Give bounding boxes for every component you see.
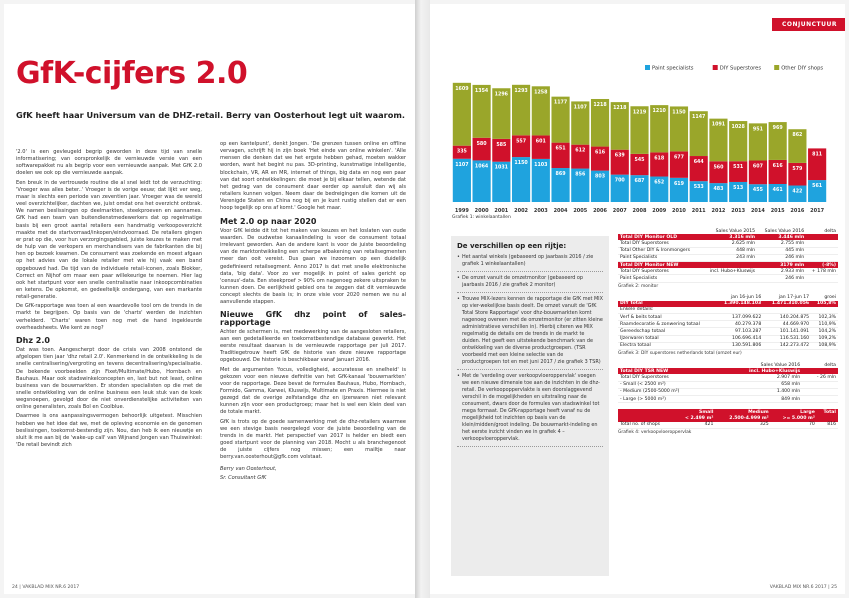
subheading-2020: Met 2.0 op naar 2020 [220, 216, 317, 226]
sidebar-title: De verschillen op een rijtje: [457, 242, 567, 250]
x-tick-label: 2005 [573, 208, 588, 214]
bar-label: 687 [634, 179, 645, 185]
table-row [618, 254, 838, 261]
cell: 243 mln [702, 254, 758, 261]
legend-swatch [645, 65, 650, 70]
cell: IJzerwaren totaal [618, 335, 715, 342]
cell: Medium [715, 409, 770, 415]
table-row [618, 275, 838, 282]
paragraph: Achter de schermen is, met medewerking van de aangesloten retailers, aan een gedetailleerde en toekomstbestendige database gewerkt. Het eerste resultaat daarvan is de vernieuwde rapportage per juli 2017. Traditiegetrouw heeft GfK de historie van deze nieuwe rapportage opgebouwd. De historie is beschikbaar vanaf januari 2016. [220, 328, 406, 364]
cell: 816 [817, 422, 838, 429]
cell: Electra totaal [618, 342, 715, 349]
table-header: jan 17-jun 17 [778, 295, 810, 301]
bar-label: 531 [733, 165, 744, 171]
bar-label: 455 [752, 188, 763, 194]
table-header: delta [824, 362, 836, 368]
cell: 105,8% [811, 301, 838, 307]
table-header: Sales Value 2016 [760, 362, 801, 368]
cell: 2.907 mln [716, 374, 802, 381]
bar-label: 579 [792, 166, 803, 172]
article-lead: GfK heeft haar Universum van de DHZ-retail. Berry van Oosterhout legt uit waarom. [16, 110, 405, 120]
x-tick-label: 2011 [691, 208, 706, 214]
cell: 70 [771, 422, 817, 429]
x-tick-label: 2000 [474, 208, 489, 214]
cell: 325 [715, 422, 770, 429]
cell: Paint Specialists [618, 275, 702, 282]
table-caption: Grafiek 4: verkoopvloeroppervlak [618, 429, 692, 435]
bar-label: 1218 [593, 102, 607, 108]
bar-label: 513 [733, 185, 744, 191]
list-item: • Trouwe MIX-lezers kennen de rapportage die GfK met MIX op vier-wekelijkse basis deelt. De omzet vanuit de 'GfK Total Store Rapportage' voor dhz-bouwmarkten komt nagenoeg overeen met de omzetmonitor (er zitten kleine administratieve verschillen in). Hierbij citeren we MIX regelmatig de details om de trends in de markt te duiden. Het geeft een uitstekende benchmark van de ontwikkeling van de diverse productgroepen. (TSR voorbeeld met een kleine selectie van de productgroepen tot en met juni 2017 / zie grafiek 3 TSR) [457, 296, 603, 370]
tsr-table [618, 295, 838, 351]
bar-label: 1293 [514, 88, 528, 94]
cell: - Medium (2500-5000 m²) [618, 388, 716, 395]
cell [702, 275, 758, 282]
cell: 2.625 mln [702, 240, 758, 247]
cell [806, 247, 838, 254]
cell: Total DIY TSR NEW [618, 368, 716, 374]
cell [806, 240, 838, 247]
bar-label: 862 [792, 133, 803, 139]
cell: Total Other DIY & Ironmongers [618, 247, 702, 254]
cell: 106.696.414 [715, 335, 763, 342]
bar-label: 335 [456, 149, 467, 155]
cell [802, 381, 838, 388]
table-row [618, 422, 838, 429]
cell: 102,3% [811, 314, 838, 321]
table-header: groei [824, 295, 836, 301]
table-row [618, 374, 838, 381]
cell: - 26 mln [802, 374, 838, 381]
bar-label: 951 [752, 127, 763, 133]
page-footer-left: 24 | VAKBLAD MIX NR.6 2017 [12, 585, 80, 590]
table-row [618, 268, 838, 275]
cell: 142.273.472 [763, 342, 811, 349]
bar-label: 639 [614, 153, 625, 159]
cell: 1.390.148.103 [715, 301, 763, 307]
table-row [618, 261, 838, 268]
cell: Verf & beits totaal [618, 314, 715, 321]
bar-label: 422 [792, 189, 803, 195]
cell: Total no. of shops [618, 422, 674, 429]
cell: 2.755 mln [757, 240, 806, 247]
bar-label: 1177 [553, 100, 568, 106]
cell: 104,2% [811, 328, 838, 335]
shop-count-table [618, 409, 838, 429]
table-row [618, 342, 838, 349]
bar-label: 483 [713, 187, 724, 193]
cell [806, 254, 838, 261]
cell: Total DIY Monitor NEW [618, 261, 702, 268]
legend-swatch [774, 65, 779, 70]
bar-label: 803 [595, 174, 606, 180]
cell: Total DIY Superstores [618, 240, 702, 247]
cell: Small [674, 409, 715, 415]
bar-label: 856 [575, 172, 586, 178]
cell: Enkele details: [618, 307, 838, 314]
bar-label: 461 [772, 187, 783, 193]
paragraph: Met de argumenten 'focus, volledigheid, accuratesse en snelheid' is gekozen voor een nieuwe definitie van het GfK-kanaal 'bouwmarkten' voor de rapportage. Deze bevat de formules Bauhaus, Hubo, Hornbach, Formido, Gamma, Karwei, Kluswijs, Multimate en Praxis. Hiermee is niet gezegd dat de overige zelfstandige dhz en ijzerwaren niet relevant kunnen zijn voor een productgroep; maar het is wel een klein deel van de totale markt. [220, 366, 406, 416]
table-row [618, 247, 838, 254]
chart-bar [729, 182, 747, 202]
cell: 44.669.970 [763, 321, 811, 328]
cell: Large [771, 409, 817, 415]
cell [802, 388, 838, 395]
cell: 445 mln [757, 247, 806, 254]
cell: 658 mln [716, 381, 802, 388]
subheading-rapportage: Nieuwe GfK dhz point of sales-rapportage [220, 310, 406, 327]
bar-label: 601 [535, 139, 546, 145]
table-row [618, 321, 838, 328]
sidebar-list [457, 254, 603, 447]
cell: 116.531.160 [763, 335, 811, 342]
x-tick-label: 2015 [770, 208, 785, 214]
bar-label: 1258 [534, 90, 548, 96]
list-item: • Met de 'verdeling over verkoopvloeroppervlak' voegen we een nieuwe dimensie toe aan de inzichten in de dhz-retail. De verkoopoppervlakte is een doorslaggevend verschil in de mogelijkheden en uitstraling naar de consument, dwars door de formules van stadswinkel tot mega formaat. De GfK-rapportage heeft vanaf nu de mogelijkheid tot inzichten op basis van de klein/midden/groot indeling. De bouwmarkt-indeling en het eerste inzicht vinden we in grafiek 4 – verkoopvloeroppervlak. [457, 373, 603, 447]
chart-bar [709, 183, 727, 202]
x-tick-label: 2004 [553, 208, 568, 214]
table-caption: Grafiek 3: DIY superstores netherlands total (omzet eur) [618, 351, 742, 356]
table-caption: Grafiek 2: monitor [618, 283, 659, 289]
legend-swatch [713, 65, 718, 70]
table-row [618, 240, 838, 247]
table-row [618, 335, 838, 342]
section-tag: CONJUNCTUUR [772, 18, 845, 31]
x-tick-label: 2016 [790, 208, 805, 214]
cell: incl. Hubo+Kluswijs [716, 368, 802, 374]
cell [806, 275, 838, 282]
column-a [16, 149, 202, 451]
signature-name: Berry van Oosterhout, [220, 465, 277, 472]
table-row [618, 314, 838, 321]
bar-label: 585 [496, 142, 507, 148]
cell: 3.316 mln [702, 234, 758, 240]
cell: 140.204.875 [763, 314, 811, 321]
bar-label: 557 [516, 139, 527, 145]
x-tick-label: 2017 [810, 208, 825, 214]
table-header: Sales Value 2016 [764, 228, 805, 234]
cell: Total DIY Monitor OLD [618, 234, 702, 240]
cell: 421 [674, 422, 715, 429]
bar-label: 580 [476, 141, 487, 147]
cell: 849 mln [716, 395, 802, 402]
left-page [4, 4, 415, 594]
cell: incl. Hubo+Kluswijs [702, 268, 758, 275]
bar-label: 1107 [455, 162, 469, 168]
cell: 40.279.378 [715, 321, 763, 328]
article-title: GfK-cijfers 2.0 [16, 56, 248, 91]
bar-label: 644 [693, 160, 704, 166]
bar-label: 700 [614, 178, 625, 184]
x-tick-label: 2008 [632, 208, 647, 214]
cell: 109,2% [811, 335, 838, 342]
table-row [618, 328, 838, 335]
bar-label: 1219 [632, 110, 647, 116]
cell: (-8%) [806, 261, 838, 268]
cell: >= 5.000 m² [771, 415, 817, 421]
chart-caption: Grafiek 1: winkelaantallen [452, 215, 511, 220]
bar-label: 651 [555, 146, 566, 152]
table-row [618, 388, 838, 395]
x-tick-label: 2002 [514, 208, 529, 214]
tables-column [618, 228, 838, 441]
differences-sidebar [451, 236, 609, 576]
cell: 246 mln [757, 254, 806, 261]
legend-label: Paint specialists [652, 65, 694, 72]
paragraph: Daarmee is ons aanpassingsvermogen behoorlijk uitgetest. Misschien hebben we het idee dat we, met de opleving economie en de genomen beslissingen, toekomst-bestendig zijn. Nou, dan heb ik een nieuwtje en sluit ik me aan bij de 'wake-up call' van Wijnand Jongen van Thuiswinkel: 'De retail bevindt zich [16, 413, 202, 449]
page-footer-right: VAKBLAD MIX NR.6 2017 | 25 [769, 585, 837, 590]
cell: 1.471.310.056 [763, 301, 811, 307]
paragraph: Voor GfK leidde dit tot het maken van keuzes en het loslaten van oude waarden. De oudwetse kanaalindeling is voor de consument totaal irrelevant geworden. Aan de andere kant is voor de juiste beoordeling van de marktontwikkeling een scherpe afbakening van retailsegmenten meer dan ooit vereist. Dus gaan we inzoomen op een duidelijk gedefinieerd retailsegment. Anno 2017 is dat met snelle elektronische data, 'big data'. Voor zo ver mogelijk in point of sales gericht op 'census'-data. Een steekproef > 90% om nagenoeg zekere uitspraken te kunnen doen. De eerlijkheid gebied ons te zeggen dat dit vernieuwde concept slechts de basis is; in onze visie voor 2020 nemen we nu al aanvullende stappen. [220, 227, 406, 306]
cell: Paint Specialists [618, 254, 702, 261]
floor-area-table [618, 362, 838, 403]
cell: 448 mln [702, 247, 758, 254]
table-header: jan 16-jun 16 [730, 295, 762, 301]
bar-label: 1210 [652, 109, 666, 115]
bar-label: 1609 [455, 86, 469, 92]
bar-label: 1150 [514, 161, 528, 167]
list-item: • Het aantal winkels (gebaseerd op jaarbasis 2016 / zie grafiek 1 winkelaantallen) [457, 254, 603, 272]
x-tick-label: 2001 [494, 208, 509, 214]
bar-label: 652 [654, 180, 665, 186]
paragraph: op een kantelpunt', denkt Jongen. 'De grenzen tussen online en offline vervagen, schrijft hij in zijn boek 'Het einde van online winkelen'. 'Alle mensen die denken dat we het ergste hebben gehad, moeten wakker worden, want het begint nu pas. 3D-printing, kunstmatige intelligentie, blockchain, VR, AR en MR, internet of things, big data en nog een paar van dat soort ontwikkelingen: die moet je bij elkaar tellen, wetende dat het gedrag van de consument daar eerder op aansluit dan wij als retailers kunnen volgen. Neem daar de bedreigingen die komen uit de Verenigde Staten en China nog bij en je kunt rustig stellen dat er een hoop tegelijk op ons af komt.' Google het maar. [220, 141, 406, 212]
paragraph: GfK is trots op de goede samenwerking met de dhz-retailers waarmee we een stevige basis neergelegd voor de juiste beoordeling van de trends in de markt. Het perspectief van 2017 is helder en biedt een goed startpunt voor de planning van 2018. Mocht u als branchegenoot de juiste cijfers nog missen; een mailtje naar berry.van.oosterhout@gfk.com volstaat. [220, 418, 406, 461]
paragraph: Een breuk in de vertrouwde routine die al snel leidt tot de verzuchting: 'Vroeger was alles beter..' Vroeger is de vorige eeuw; dat lijkt ver weg, maar is slechts een periode van zeventien jaar. Vroeger was de wereld veel overzichtelijker, dachten we, juist omdat ons het overzicht ontbrak. We namen beslissingen op deelmarkten, steekproeven en aannames. GfK had een team van buitendienstmedewerkers dat op regelmatige basis bij een groot aantal retailers een handmatig verkoopoverzicht maakte met de startvorraad/inkopen/eindvoorraad. De retailers gingen er prat op die, voor hun verzorgingsgebied, juiste keuzes te maken met de hulp van de verkopers en merchandisers van de fabrikanten die bij hen op bezoek kwamen. De consument was zoekende en moest afgaan op het advies van de lokale retailer met wie hij vaak een band opgebouwd had. De tijd van de individuele retail-iconen, zoals Blokker, Correct en Nijhof om maar een paar willekeurige te noemen. Hier lag ook het startpunt voor een snelle centralisatie naar inkoopcombinaties en ketens. De opkomst, en gedeeltelijk ondergang, van een markante retail-generatie. [16, 179, 202, 301]
cell: 137.099.622 [715, 314, 763, 321]
x-tick-label: 2013 [731, 208, 746, 214]
cell: < 2.499 m² [674, 415, 715, 421]
cell: 110,9% [811, 321, 838, 328]
bar-label: 677 [673, 155, 684, 161]
cell [802, 395, 838, 402]
legend-label: Other DIY shops [781, 65, 824, 72]
bar-label: 560 [713, 165, 724, 171]
bar-label: 1354 [474, 88, 489, 94]
cell: 1.400 mln [716, 388, 802, 395]
table-row [618, 307, 838, 314]
bar-label: 1064 [474, 164, 489, 170]
right-page [430, 4, 845, 594]
bar-label: 533 [693, 185, 704, 191]
table-row [618, 381, 838, 388]
chart-bar [453, 83, 471, 146]
x-tick-label: 2006 [593, 208, 607, 214]
subheading-dhz: Dhz 2.0 [16, 335, 50, 345]
shop-count-chart [440, 59, 835, 224]
page-gutter [415, 0, 430, 598]
paragraph: '2.0' is een gevleugeld begrip geworden in deze tijd van snelle informatisering; van oorspronkelijk de vernieuwde versie van een softwarepakket nu als begrip voor een vernieuwde aanpak. Met GfK 2.0 doelen we ook op die vernieuwde aanpak. [16, 149, 202, 177]
bar-label: 811 [812, 152, 823, 158]
bar-label: 1107 [573, 105, 587, 111]
cell: DIY total [618, 301, 715, 307]
cell [702, 261, 758, 268]
cell: Total DIY Superstores [618, 268, 702, 275]
cell: 2.500-4.999 m² [715, 415, 770, 421]
cell: Raamdecoratie & zonwering totaal [618, 321, 715, 328]
cell: 130.591.806 [715, 342, 763, 349]
cell: 101.141.091 [763, 328, 811, 335]
cell: Gereedschap totaal [618, 328, 715, 335]
table-header: delta [824, 228, 836, 234]
bar-label: 1103 [534, 162, 548, 168]
cell: - Small (< 2500 m²) [618, 381, 716, 388]
table-header: Sales Value 2015 [715, 228, 756, 234]
bar-label: 545 [634, 157, 645, 163]
paragraph: Dat was toen. Aangescherpt door de crisis van 2008 ontstond de afgelopen tien jaar 'dhz retail 2.0'. Kenmerkend in de ontwikkeling is de snelle centralisering/vergroting en tevens decentralisering/specialisatie. De bekende voorbeelden zijn Fixet/Multimate/Hubo, Hornbach en Bauhaus. Maar ook stadswinkelconcepten en, last but not least, online business van de bouwmarkten. Er stonden specialisten op die met de snelle ontwikkeling van de online business een leuk stuk van de koek wegsnoepen, gevolgd door de niet onverdienstelijke activiteiten van online generalisten, zoals Bol en Coolblue. [16, 347, 202, 411]
bar-label: 607 [752, 164, 763, 170]
bar-label: 1296 [494, 92, 509, 98]
bar-label: 1218 [613, 106, 627, 112]
x-tick-label: 1999 [454, 208, 469, 214]
x-tick-label: 2009 [652, 208, 667, 214]
cell: - Large (> 5000 m²) [618, 395, 716, 402]
cell: 97.103.287 [715, 328, 763, 335]
bar-label: 969 [772, 126, 783, 132]
cell: 2.933 mln [757, 268, 806, 275]
monitor-table [618, 228, 838, 283]
cell: 246 mln [757, 275, 806, 282]
bar-label: 616 [595, 150, 606, 156]
table-row [618, 395, 838, 402]
cell: 108,9% [811, 342, 838, 349]
bar-label: 618 [654, 156, 665, 162]
x-tick-label: 2010 [672, 208, 686, 214]
bar-label: 1150 [672, 110, 686, 116]
bar-label: 619 [673, 181, 684, 187]
bar-label: 561 [812, 184, 823, 190]
cell: Total DIY Superstores [618, 374, 716, 381]
signature-role: Sr. Consultant GfK [220, 474, 267, 481]
cell: 3.446 mln [757, 234, 806, 240]
x-tick-label: 2003 [533, 208, 548, 214]
list-item: • De omzet vanuit de omzetmonitor (gebaseerd op jaarbasis 2016 / zie grafiek 2 monitor) [457, 275, 603, 293]
bar-label: 1031 [494, 165, 509, 171]
bar-label: 612 [575, 148, 586, 154]
x-tick-label: 2014 [750, 208, 765, 214]
bar-label: 869 [555, 172, 566, 178]
column-b [220, 141, 406, 484]
x-tick-label: 2007 [612, 208, 627, 214]
paragraph: De GfK-rapportage was toen al een waardevolle tool om de trends in de markt te begrijpen. Op basis van de 'charts' werden de inzichten verhelderd. 'Charts' waren toen nog met de hand ingekleurde overheadsheets. Wie kent ze nog? [16, 303, 202, 331]
bar-label: 1147 [692, 115, 706, 121]
bar-label: 616 [772, 163, 783, 169]
cell: 3179 mln [757, 261, 806, 268]
cell: + 178 mln [806, 268, 838, 275]
bar-label: 1028 [731, 125, 745, 131]
bar-label: 1091 [711, 122, 726, 128]
legend-label: DIY Superstores [719, 65, 762, 72]
cell: Total [817, 409, 838, 415]
x-tick-label: 2012 [711, 208, 726, 214]
